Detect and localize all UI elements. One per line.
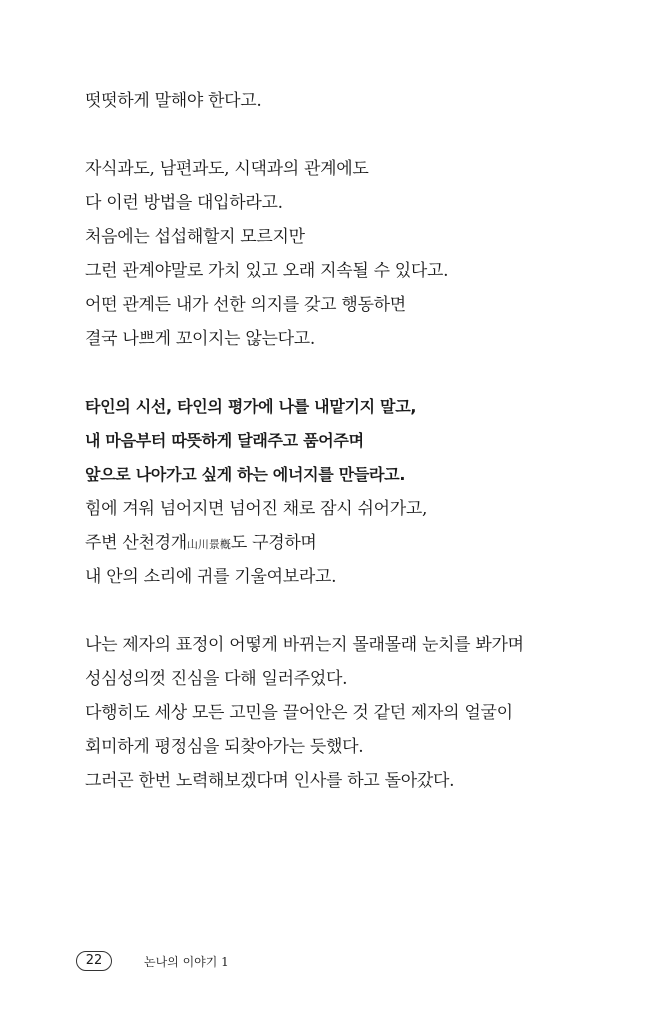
paragraph-gap [85,594,605,628]
text-line: 떳떳하게 말해야 한다고. [85,91,262,111]
emphasized-line: 내 마음부터 따뜻하게 달래주고 품어주며 [85,431,364,450]
text-line: 어떤 관계든 내가 선한 의지를 갖고 행동하면 [85,295,406,315]
text-line: 나는 제자의 표정이 어떻게 바뀌는지 몰래몰래 눈치를 봐가며 [85,635,524,655]
paragraph-gap [85,356,605,390]
page-number: 22 [76,951,112,971]
text-line: 다행히도 세상 모든 고민을 끌어안은 것 같던 제자의 얼굴이 [85,703,513,723]
paragraph-gap [85,118,605,152]
text-line: 성심성의껏 진심을 다해 일러주었다. [85,669,348,689]
text-segment: 도 구경하며 [230,533,317,553]
text-line: 결국 나쁘게 꼬이지는 않는다고. [85,329,316,349]
hanja-annotation: 山川景槪 [186,538,231,551]
text-segment: 주변 산천경개 [85,533,187,553]
text-line: 자식과도, 남편과도, 시댁과의 관계에도 [85,159,369,179]
text-line: 다 이런 방법을 대입하라고. [85,193,283,213]
body-text [85,84,605,798]
text-line: 그러곤 한번 노력해보겠다며 인사를 하고 돌아갔다. [85,771,455,791]
text-line-with-hanja [85,526,605,560]
emphasized-line: 타인의 시선, 타인의 평가에 나를 내맡기지 말고, [85,397,417,416]
text-line: 힘에 겨워 넘어지면 넘어진 채로 잠시 쉬어가고, [85,499,428,519]
text-line: 내 안의 소리에 귀를 기울여보라고. [85,567,337,587]
page-footer [76,950,229,972]
running-title: 논나의 이야기 1 [144,954,229,969]
text-line: 처음에는 섭섭해할지 모르지만 [85,227,305,247]
emphasized-line: 앞으로 나아가고 싶게 하는 에너지를 만들라고. [85,465,406,484]
text-line: 회미하게 평정심을 되찾아가는 듯했다. [85,737,364,757]
text-line: 그런 관계야말로 가치 있고 오래 지속될 수 있다고. [85,261,449,281]
